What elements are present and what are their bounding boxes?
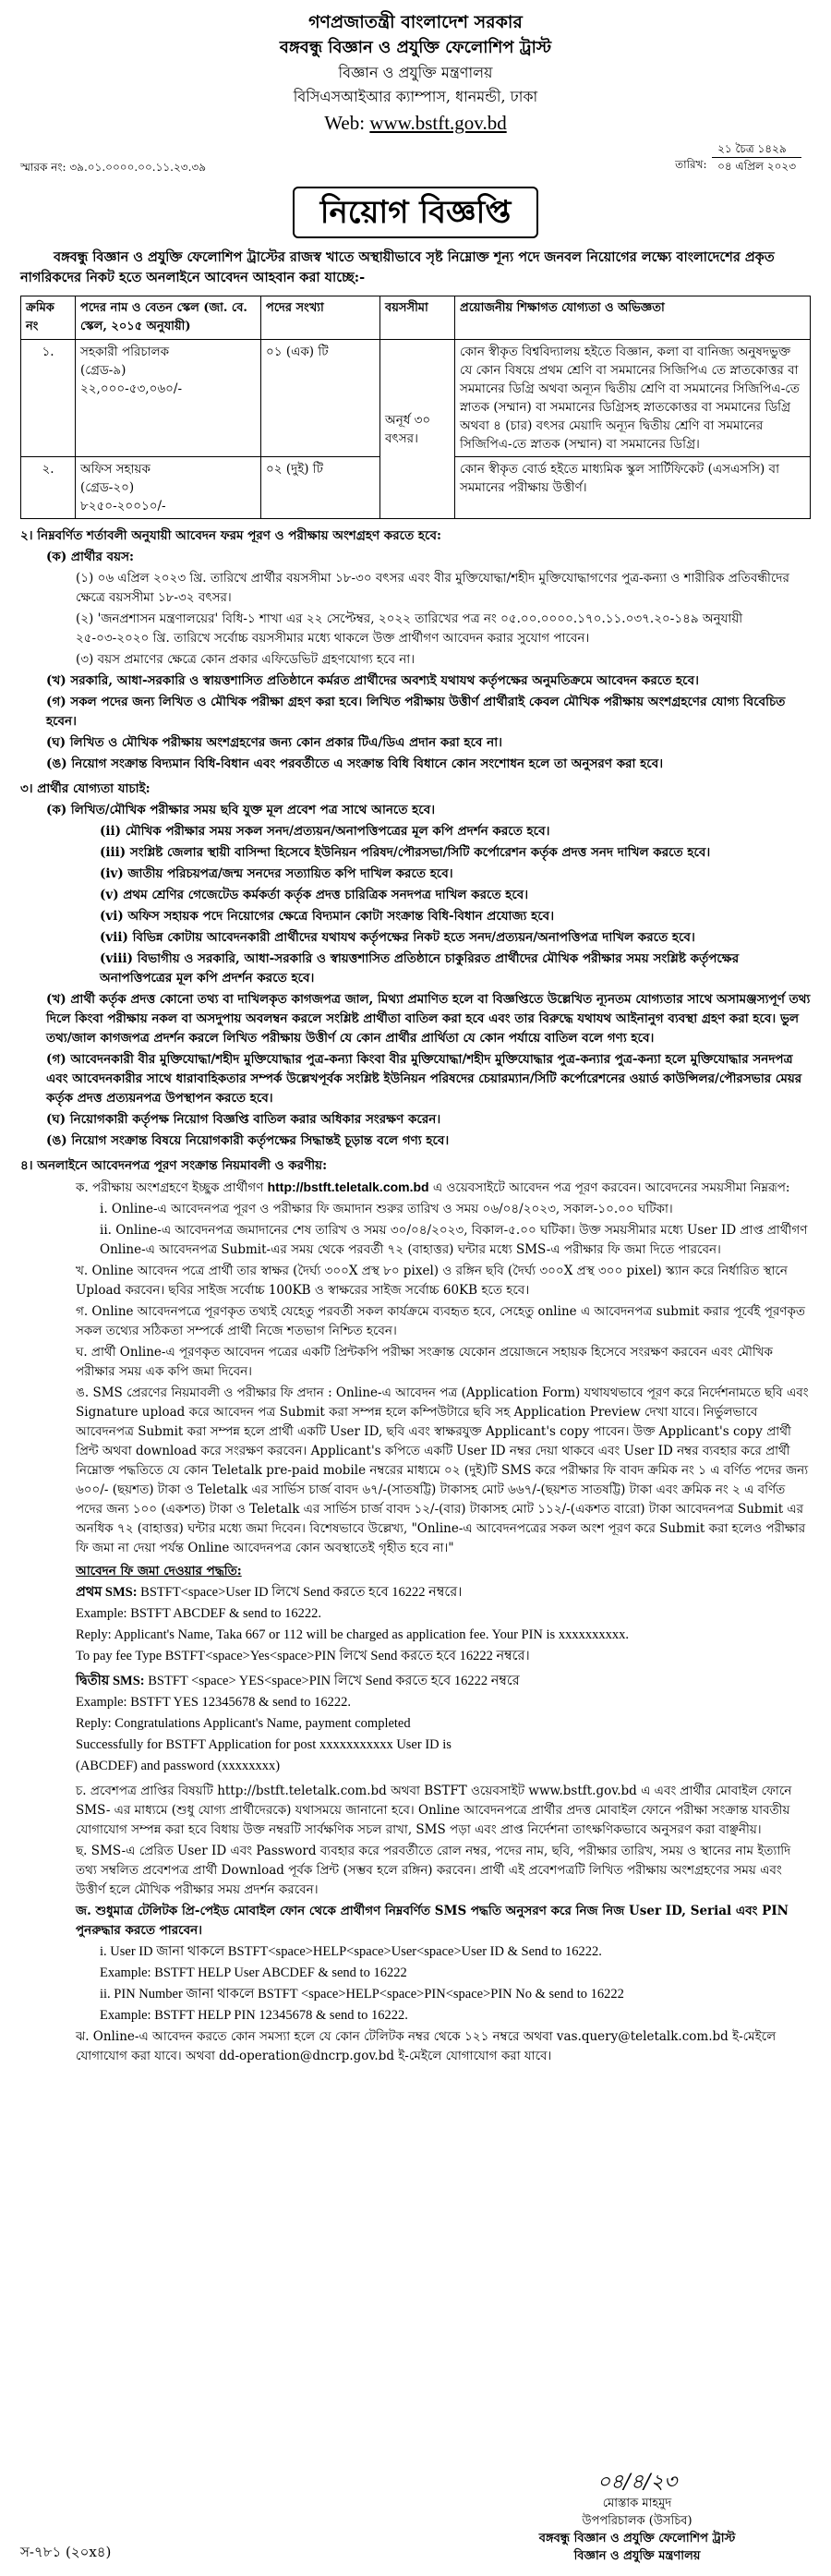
sms-2-example: Example: BSTFT YES 12345678 & send to 16222. xyxy=(76,1695,352,1710)
teletalk-url-link[interactable]: http://bstft.teletalk.com.bd xyxy=(267,1179,429,1194)
s3-item: (vi) অফিস সহায়ক পদে নিয়োগের ক্ষেত্রে বিদ্যমান কোটা সংক্রান্ত বিধি-বিধান প্রযোজ্য হবে। xyxy=(100,909,555,924)
s3-ga: (গ) আবেদনকারী বীর মুক্তিযোদ্ধা/শহীদ মুক্তিযোদ্ধার পুত্র-কন্যা কিংবা বীর মুক্তিযোদ্ধা/শহীদ মুক্তিযোদ্ধার পুত্র-কন্যার পুত্র-কন্যা হলে মুক্তিযোদ্ধার সনদপত্র এবং আবেদনকারীর সাথে ধারাবাহিকতার সম্পর্ক উল্লেখপূর্বক সংশ্লিষ্ট ইউনিয়ন পরিষদের চেয়ারম্যান/সিটি কর্পোরেশনের ওয়ার্ড কাউন্সিলর/পৌরসভার মেয়র কর্তৃক প্রদত্ত প্রত্যয়নপত্র উপস্থাপন করতে হবে। xyxy=(46,1052,802,1106)
s4-cha: চ. প্রবেশপত্র প্রাপ্তির বিষয়টি http://bstft.teletalk.com.bd অথবা BSTFT ওয়েবসাইট www.bstft.gov.bd এ এবং প্রার্থীর মোবাইল ফোনে SMS- এর মাধ্যমে (শুধু যোগ্য প্রার্থীদেরকে) যথাসময়ে জানানো হবে। Online আবেদনপত্রে প্রার্থীর প্রদত্ত মোবাইল ফোনে পরীক্ষা সংক্রান্ত যাবতীয় যোগাযোগ সম্পন্ন করা হবে বিধায় উক্ত নম্বরটি সার্বক্ষণিক সচল রাখা, SMS পড়া এবং প্রাপ্ত নির্দেশনা তাৎক্ষণিকভাবে অনুসরণ করা বাঞ্ছনীয়। xyxy=(76,1784,792,1837)
s3-item: (iii) সংশ্লিষ্ট জেলার স্থায়ী বাসিন্দা হিসেবে ইউনিয়ন পরিষদ/পৌরসভা/সিটি কর্পোরেশন কর্তৃক প্রদত্ত সনদ দাখিল করতে হবে। xyxy=(100,845,711,860)
signatory-org: বঙ্গবন্ধু বিজ্ঞান ও প্রযুক্তি ফেলোশিপ ট্রাস্ট xyxy=(538,2532,736,2546)
s2-ka: (ক) প্রার্থীর বয়স: xyxy=(46,550,135,564)
col-post: পদের নাম ও বেতন স্কেল (জা. বে. স্কেল, ২০১৫ অনুযায়ী) xyxy=(76,296,261,340)
s2-ka-1: (১) ০৬ এপ্রিল ২০২৩ খ্রি. তারিখে প্রার্থীর বয়সসীমা ১৮-৩০ বৎসর এবং বীর মুক্তিযোদ্ধা/শহীদ মুক্তিযোদ্ধাগণের পুত্র-কন্যা ও শারীরিক প্রতিবন্ধীদের ক্ষেত্রে বয়সসীমা ১৮-৩২ বৎসর। xyxy=(76,571,789,605)
memo-number: স্মারক নং: ৩৯.০১.০০০০.০০.১১.২৩.৩৯ xyxy=(20,161,206,174)
s4-ka-pre: ক. পরীক্ষায় অংশগ্রহণে ইচ্ছুক প্রার্থীগণ xyxy=(76,1180,264,1195)
s4-ja-i: i. User ID জানা থাকলে BSTFT<space>HELP<space>User<space>User ID & Send to 16222. xyxy=(100,1944,602,1959)
signature-block xyxy=(499,2471,776,2565)
s4-ja-ii-example: Example: BSTFT HELP PIN 12345678 & send to 16222. xyxy=(100,2008,408,2023)
date-block xyxy=(675,140,801,175)
s3-ka: (ক) লিখিত/মৌখিক পরীক্ষার সময় ছবি যুক্ত মূল প্রবেশ পত্র সাথে আনতে হবে। xyxy=(46,803,436,817)
sms-1-text: BSTFT<space>User ID লিখে Send করতে হবে 16222 নম্বরে। xyxy=(140,1585,463,1600)
s4-ja-i-example: Example: BSTFT HELP User ABCDEF & send to 16222 xyxy=(100,1965,407,1980)
s4-ja: জ. শুধুমাত্র টেলিটক প্রি-পেইড মোবাইল ফোন থেকে প্রার্থীগণ নিম্নবর্ণিত SMS পদ্ধতি অনুসরণ করে নিজ নিজ User ID, Serial এবং PIN পুনরুদ্ধার করতে পারবেন। xyxy=(76,1904,789,1938)
posts-table xyxy=(20,296,811,519)
row-serial: ১. xyxy=(21,340,76,457)
sms-2-reply-1: Reply: Congratulations Applicant's Name, payment completed xyxy=(76,1716,411,1731)
post-name: অফিস সহায়ক xyxy=(80,462,151,477)
s2-kha: (খ) সরকারি, আধা-সরকারি ও স্বায়ত্তশাসিত প্রতিষ্ঠানে কর্মরত প্রার্থীদের অবশ্যই যথাযথ কর্তৃপক্ষের অনুমতিক্রমে আবেদন করতে হবে। xyxy=(46,673,699,688)
post-name: সহকারী পরিচালক xyxy=(80,345,170,359)
s4-ka-i: i. Online-এ আবেদনপত্র পূরণ ও পরীক্ষার ফি জমাদান শুরুর তারিখ ও সময় ০৬/০৪/২০২৩, সকাল-১০.০০ ঘটিকা। xyxy=(100,1202,673,1216)
s3-item: (iv) জাতীয় পরিচয়পত্র/জন্ম সনদের সত্যায়িত কপি দাখিল করতে হবে। xyxy=(100,866,453,881)
s3-gha: (ঘ) নিয়োগকারী কর্তৃপক্ষ নিয়োগ বিজ্ঞপ্তি বাতিল করার অধিকার সংরক্ষণ করেন। xyxy=(46,1112,441,1127)
date-bengali: ২১ চৈত্র ১৪২৯ xyxy=(712,140,801,158)
post-grade: (গ্রেড-৯) xyxy=(80,363,126,378)
signature-mark: ০৪/৪/২৩ xyxy=(596,2471,678,2494)
row-qualification: কোন স্বীকৃত বোর্ড হইতে মাধ্যমিক স্কুল সার্টিফিকেট (এসএসসি) বা সমমানের পরীক্ষায় উত্তীর্ণ। xyxy=(455,457,811,519)
s4-chha: ছ. SMS-এ প্রেরিত User ID এবং Password ব্যবহার করে পরবর্তীতে রোল নম্বর, পদের নাম, ছবি, পরীক্ষার তারিখ, সময় ও স্থানের নাম ইত্যাদি তথ্য সম্বলিত প্রবেশপত্র প্রার্থী Download পূর্বক প্রিন্ট (সম্ভব হলে রঙ্গিন) করবেন। প্রার্থী এই প্রবেশপত্রটি লিখিত পরীক্ষায় অংশগ্রহণের সময় এবং উত্তীর্ণ হলে মৌখিক পরীক্ষার সময় প্রদর্শন করবেন। xyxy=(76,1844,791,1897)
s3-item: (ii) মৌখিক পরীক্ষার সময় সকল সনদ/প্রত্যয়ন/অনাপত্তিপত্রের মূল কপি প্রদর্শন করতে হবে। xyxy=(100,824,550,839)
fee-heading: আবেদন ফি জমা দেওয়ার পদ্ধতি: xyxy=(76,1564,242,1578)
s3-uma: (ঙ) নিয়োগ সংক্রান্ত বিষয়ে নিয়োগকারী কর্তৃপক্ষের সিদ্ধান্তই চূড়ান্ত বলে গণ্য হবে। xyxy=(46,1133,450,1148)
sms-1 xyxy=(20,1583,811,1602)
s4-ka-ii: ii. Online-এ আবেদনপত্র জমাদানের শেষ তারিখ ও সময় ৩০/০৪/২০২৩, বিকাল-৫.০০ ঘটিকা। উক্ত সময়সীমার মধ্যে User ID প্রাপ্ত প্রার্থীগণ Online-এ আবেদনপত্র Submit-এর সময় থেকে পরবর্তী ৭২ (বাহাত্তর) ঘন্টার মধ্যে SMS-এ পরীক্ষার ফি জমা দিতে পারবেন। xyxy=(100,1223,808,1257)
section-2-heading: ২। নিম্নবর্ণিত শর্তাবলী অনুযায়ী আবেদন ফরম পূরণ ও পরীক্ষায় অংশগ্রহণ করতে হবে: xyxy=(20,528,441,543)
row-post xyxy=(76,457,261,519)
date-english: ০৪ এপ্রিল ২০২৩ xyxy=(717,160,796,173)
s3-kha: (খ) প্রার্থী কর্তৃক প্রদত্ত কোনো তথ্য বা দাখিলকৃত কাগজপত্র জাল, মিথ্যা প্রমাণিত হলে বা বিজ্ঞপ্তিতে উল্লেখিত ন্যূনতম যোগ্যতার সাথে অসামঞ্জস্যপূর্ণ তথ্য দিলে কিংবা পরীক্ষায় নকল বা অসদুপায় অবলম্বন করলে সংশ্লিষ্ট প্রার্থীতা বাতিল করা হবে এবং তার বিরুদ্ধে যথাযথ আইনানুগ ব্যবস্থা গ্রহণ করা হবে। ভুল তথ্য/জাল কাগজপত্র প্রদর্শন করলে লিখিত পরীক্ষায় উত্তীর্ণ যে কোন প্রার্থীর প্রার্থিতা যে কোন পর্যায়ে বাতিল বলে গণ্য হবে। xyxy=(46,992,811,1046)
s4-jha: ঝ. Online-এ আবেদন করতে কোন সমস্যা হলে যে কোন টেলিটক নম্বর থেকে ১২১ নম্বরে অথবা vas.query@teletalk.com.bd ই-মেইলে যোগাযোগ করা যাবে। অথবা dd-operation@dncrp.gov.bd ই-মেইলে যোগাযোগ করা যাবে। xyxy=(76,2029,777,2063)
sms-1-pay: To pay fee Type BSTFT<space>Yes<space>PIN লিখে Send করতে হবে 16222 নম্বরে। xyxy=(76,1649,530,1663)
s4-ka xyxy=(20,1178,811,1198)
col-serial: ক্রমিক নং xyxy=(21,296,76,340)
col-age: বয়সসীমা xyxy=(380,296,455,340)
sms-2 xyxy=(20,1672,811,1691)
footer-code: স-৭৮১ (২০x৪) xyxy=(20,2544,112,2560)
col-qualification: প্রয়োজনীয় শিক্ষাগত যোগ্যতা ও অভিজ্ঞতা xyxy=(455,296,811,340)
section-3-heading: ৩। প্রার্থীর যোগ্যতা যাচাই: xyxy=(20,781,151,796)
row-count: ০১ (এক) টি xyxy=(261,340,380,457)
row-post xyxy=(76,340,261,457)
sms-2-reply-2: Successfully for BSTFT Application for post xxxxxxxxxxx User ID is xyxy=(76,1737,452,1752)
s4-ja-ii: ii. PIN Number জানা থাকলে BSTFT <space>HELP<space>PIN<space>PIN No & send to 16222 xyxy=(100,1987,624,2002)
signatory-ministry: বিজ্ঞান ও প্রযুক্তি মন্ত্রণালয় xyxy=(573,2549,701,2563)
letterhead xyxy=(20,9,811,137)
row-qualification: কোন স্বীকৃত বিশ্ববিদ্যালয় হইতে বিজ্ঞান, কলা বা বানিজ্য অনুষদভুক্ত যে কোন বিষয়ে প্রথম শ্রেণি বা সমমানের সিজিপিএ তে স্নাতকোত্তর বা সমমানের ডিগ্রি অথবা অন্যূন দ্বিতীয় শ্রেণি বা সমমানের সিজিপিএ-তে স্নাতক (সম্মান) বা সমমানের ডিগ্রিসহ স্নাতকোত্তর বা সমমানের ডিগ্রি অথবা ৪ (চার) বৎসর মেয়াদি অন্যূন দ্বিতীয় শ্রেণি বা সমমানের সিজিপিএ-তে স্নাতক (সম্মান) বা সমমানের ডিগ্রি। xyxy=(455,340,811,457)
s3-item: (viii) বিভাগীয় ও সরকারি, আধা-সরকারি ও স্বায়ত্তশাসিত প্রতিষ্ঠানে চাকুরিরত প্রার্থীদের মৌখিক পরীক্ষার সময় সংশ্লিষ্ট কর্তৃপক্ষের অনাপত্তিপত্রের মূল কপি প্রদর্শন করতে হবে। xyxy=(100,951,740,986)
website-line xyxy=(20,109,811,137)
ministry-name: বিজ্ঞান ও প্রযুক্তি মন্ত্রণালয় xyxy=(338,64,493,81)
s2-ka-3: (৩) বয়স প্রমাণের ক্ষেত্রে কোন প্রকার এফিডেভিট গ্রহণযোগ্য হবে না। xyxy=(76,652,416,667)
date-label: তারিখ: xyxy=(675,158,707,171)
sms-2-text: BSTFT <space> YES<space>PIN লিখে Send করতে হবে 16222 নম্বরে xyxy=(148,1674,520,1688)
sms-1-label: প্রথম SMS: xyxy=(76,1585,138,1600)
sms-2-label: দ্বিতীয় SMS: xyxy=(76,1674,145,1688)
s4-ka-post: এ ওয়েবসাইটে আবেদন পত্র পূরণ করবেন। আবেদনের সময়সীমা নিম্নরূপ: xyxy=(432,1180,790,1195)
s3-item: (v) প্রথম শ্রেণির গেজেটেড কর্মকর্তা কর্তৃক প্রদত্ত চারিত্রিক সনদপত্র দাখিল করতে হবে। xyxy=(100,888,529,902)
sms-2-reply-3: (ABCDEF) and password (xxxxxxxx) xyxy=(76,1759,281,1773)
intro-text: বঙ্গবন্ধু বিজ্ঞান ও প্রযুক্তি ফেলোশিপ ট্রাস্টের রাজস্ব খাতে অস্থায়ীভাবে সৃষ্ট নিম্নোক্ত শূন্য পদে জনবল নিয়োগের লক্ষ্যে বাংলাদেশের প্রকৃত নাগরিকদের নিকট হতে অনলাইনে আবেদন আহবান করা যাচ্ছে:- xyxy=(20,249,775,285)
s4-gha: ঘ. প্রার্থী Online-এ পূরণকৃত আবেদন পত্রের একটি প্রিন্টকপি পরীক্ষা সংক্রান্ত যেকোন প্রয়োজনে সহায়ক হিসেবে সংরক্ষণ করবেন এবং মৌখিক পরীক্ষার সময় এক কপি জমা দিবেন। xyxy=(76,1345,773,1379)
reference-row xyxy=(20,140,811,187)
website-link[interactable]: www.bstft.gov.bd xyxy=(369,112,507,134)
post-scale: ৮২৫০-২০০১০/- xyxy=(80,499,166,514)
s2-ga: (গ) সকল পদের জন্য লিখিত ও মৌখিক পরীক্ষা গ্রহণ করা হবে। লিখিত পরীক্ষায় উত্তীর্ণ প্রার্থীরাই কেবল মৌখিক পরীক্ষায় অংশগ্রহণের যোগ্য বিবেচিত হবেন। xyxy=(46,695,786,729)
page-title: নিয়োগ বিজ্ঞপ্তি xyxy=(293,187,539,238)
section-4-heading: ৪। অনলাইনে আবেদনপত্র পূরণ সংক্রান্ত নিয়মাবলী ও করণীয়: xyxy=(20,1158,328,1173)
table-row xyxy=(21,340,811,457)
web-label: Web: xyxy=(324,112,366,134)
s2-uma: (ঙ) নিয়োগ সংক্রান্ত বিদ্যমান বিধি-বিধান এবং পরবর্তীতে এ সংক্রান্ত বিধি বিধানে কোন সংশোধন হলে তা অনুসরণ করা হবে। xyxy=(46,756,664,771)
post-grade: (গ্রেড-২০) xyxy=(80,480,135,495)
s4-kha: খ. Online আবেদন পত্রে প্রার্থী তার স্বাক্ষর (দৈর্ঘ্য ৩০০X প্রস্থ ৮০ pixel) ও রঙ্গিন ছবি (দৈর্ঘ্য ৩০০X প্রস্থ ৩০০ pixel) স্ক্যান করে নির্ধারিত স্থানে Upload করবেন। ছবির সাইজ সর্বোচ্চ 100KB ও স্বাক্ষরের সাইজ সর্বোচ্চ 60KB হতে হবে। xyxy=(76,1264,788,1298)
sms-1-reply: Reply: Applicant's Name, Taka 667 or 112 will be charged as application fee. Your PIN is xxxxxxxxxx. xyxy=(76,1627,629,1642)
col-count: পদের সংখ্যা xyxy=(261,296,380,340)
s4-uma: ঙ. SMS প্রেরণের নিয়মাবলী ও পরীক্ষার ফি প্রদান : Online-এ আবেদন পত্র (Application Form) যথাযথভাবে পূরণ করে নির্দেশনামতে ছবি এবং Signature upload করে আবেদন পত্র Submit করা সম্পন্ন হলে কম্পিউটারে ছবি সহ Application Preview দেখা যাবে। নির্ভুলভাবে আবেদনপত্র Submit করা সম্পন্ন হলে প্রার্থী একটি User ID, ছবি এবং স্বাক্ষরযুক্ত Applicant's copy পাবেন। উক্ত Applicant's copy প্রার্থী প্রিন্ট অথবা download করে সংরক্ষণ করবেন। Applicant's কপিতে একটি User ID নম্বর দেয়া থাকবে এবং User ID নম্বর ব্যবহার করে প্রার্থী নিম্নোক্ত পদ্ধতিতে যে কোন Teletalk pre-paid mobile নম্বরের মাধ্যমে ০২ (দুই)টি SMS করে পরীক্ষার ফি বাবদ ক্রমিক নং ১ এ বর্ণিত পদের জন্য ৬০০/- (ছয়শত) টাকা ও Teletalk এর সার্ভিস চার্জ বাবদ ৬৭/-(সাতষট্টি) টাকাসহ মোট ৬৬৭/-(ছয়শত সাতষট্টি) টাকা এবং ক্রমিক নং ২ এ বর্ণিত পদের জন্য ১০০ (একশত) টাকা ও Teletalk এর সার্ভিস চার্জ বাবদ ১২/-(বার) টাকাসহ মোট ১১২/-(একশত বারো) টাকা আবেদনপত্র Submit এর অনধিক ৭২ (বাহাত্তর) ঘন্টার মধ্যে জমা দিবেন। বিশেষভাবে উল্লেখ্য, "Online-এ আবেদনপত্রের সকল অংশ পূরণ করে Submit করা হলেও পরীক্ষার ফি জমা না দেয়া পর্যন্ত Online আবেদনপত্র কোন অবস্থাতেই গৃহীত হবে না।" xyxy=(76,1385,809,1555)
signatory-designation: উপপরিচালক (উসচিব) xyxy=(582,2514,692,2528)
address: বিসিএসআইআর ক্যাম্পাস, ধানমন্ডী, ঢাকা xyxy=(293,88,538,105)
s2-gha: (ঘ) লিখিত ও মৌখিক পরীক্ষায় অংশগ্রহণের জন্য কোন প্রকার টিএ/ডিএ প্রদান করা হবে না। xyxy=(46,735,502,750)
s2-ka-2: (২) 'জনপ্রশাসন মন্ত্রণালয়ের' বিধি-১ শাখা এর ২২ সেপ্টেম্বর, ২০২২ তারিখের পত্র নং ০৫.০০.০০০০.১৭০.১১.০৩৭.২০-১৪৯ অনুযায়ী ২৫-০৩-২০২০ খ্রি. তারিখে সর্বোচ্চ বয়সসীমার মধ্যে থাকলে উক্ত প্রার্থীগণ আবেদন করার সুযোগ পাবেন। xyxy=(76,611,743,646)
table-header-row xyxy=(21,296,811,340)
s3-item: (vii) বিভিন্ন কোটায় আবেদনকারী প্রার্থীদের যথাযথ কর্তৃপক্ষের নিকট হতে সনদ/প্রত্যয়ন/অনাপত্তিপত্র দাখিল করতে হবে। xyxy=(100,930,695,945)
signatory-name: মোস্তাক মাহমুদ xyxy=(602,2497,672,2510)
row-serial: ২. xyxy=(21,457,76,519)
s4-ga: গ. Online আবেদনপত্রে পূরণকৃত তথ্যই যেহেতু পরবর্তী সকল কার্যক্রমে ব্যবহৃত হবে, সেহেতু online এ আবেদনপত্র submit করার পূর্বেই পূরণকৃত সকল তথ্যের সঠিকতা সম্পর্কে প্রার্থী নিজে শতভাগ নিশ্চিত হবেন। xyxy=(76,1304,806,1338)
title-wrap xyxy=(20,187,811,238)
sms-1-example: Example: BSTFT ABCDEF & send to 16222. xyxy=(76,1606,321,1621)
trust-name: বঙ্গবন্ধু বিজ্ঞান ও প্রযুক্তি ফেলোশিপ ট্রাস্ট xyxy=(279,38,552,57)
post-scale: ২২,০০০-৫৩,০৬০/- xyxy=(80,381,183,396)
row-count: ০২ (দুই) টি xyxy=(261,457,380,519)
govt-name: গণপ্রজাতন্ত্রী বাংলাদেশ সরকার xyxy=(308,12,523,32)
row-age: অনূর্ধ ৩০ বৎসর। xyxy=(380,340,455,519)
